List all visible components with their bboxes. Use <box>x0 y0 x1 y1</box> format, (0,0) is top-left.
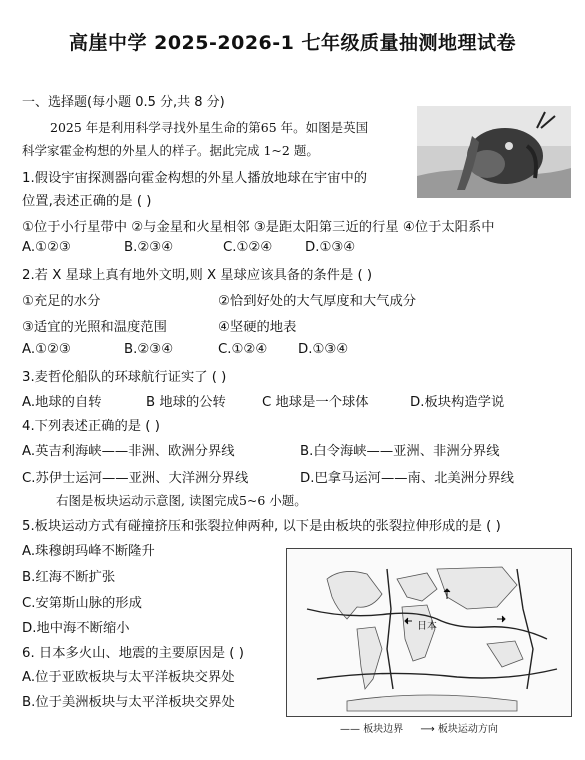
plate-map <box>286 548 572 717</box>
alien-photo <box>417 106 571 198</box>
q5-option-a: A.珠穆朗玛峰不断隆升 <box>22 544 155 559</box>
q2-statement-2: ②恰到好处的大气厚度和大气成分 <box>218 294 417 309</box>
q3-option-a: A.地球的自转 <box>22 395 102 410</box>
q1-statements: ①位于小行星带中 ②与金星和火星相邻 ③是距太阳第三近的行星 ④位于太阳系中 <box>22 220 495 235</box>
q3-stem: 3.麦哲伦船队的环球航行证实了 ( ) <box>22 370 227 385</box>
map-legend <box>340 720 498 735</box>
q1-option-c: C.①②④ <box>223 240 273 255</box>
q6-stem: 6. 日本多火山、地震的主要原因是 ( ) <box>22 646 244 661</box>
legend-boundary-icon: —— <box>340 724 364 735</box>
q2-statement-3: ③适宜的光照和温度范围 <box>22 320 167 335</box>
legend-direction-label: 板块运动方向 <box>437 724 498 735</box>
q1-stem-line1: 1.假设宇宙探测器向霍金构想的外星人播放地球在宇宙中的 <box>22 171 368 186</box>
q2-option-c: C.①②④ <box>218 342 268 357</box>
q4-option-d: D.巴拿马运河——南、北美洲分界线 <box>300 471 514 486</box>
q4-option-a: A.英吉利海峡——非洲、欧洲分界线 <box>22 444 235 459</box>
legend-boundary-label: 板块边界 <box>363 724 404 735</box>
intro-line-2: 科学家霍金构想的外星人的样子。据此完成 1~2 题。 <box>22 143 319 158</box>
q2-option-b: B.②③④ <box>124 342 174 357</box>
q1-stem-line2: 位置,表述正确的是 ( ) <box>22 194 152 209</box>
q1-option-a: A.①②③ <box>22 240 71 255</box>
q5-option-b: B.红海不断扩张 <box>22 570 116 585</box>
label-japan: 日本 <box>417 621 437 632</box>
q5-option-c: C.安第斯山脉的形成 <box>22 596 142 611</box>
q4-stem: 4.下列表述正确的是 ( ) <box>22 419 160 434</box>
map-caption: 右图是板块运动示意图, 读图完成5~6 小题。 <box>56 493 307 508</box>
page-title: 高崖中学 2025-2026-1 七年级质量抽测地理试卷 <box>69 32 516 54</box>
q4-option-c: C.苏伊士运河——亚洲、大洋洲分界线 <box>22 471 249 486</box>
q1-option-b: B.②③④ <box>124 240 174 255</box>
q4-option-b: B.白令海峡——亚洲、非洲分界线 <box>300 444 500 459</box>
q6-option-a: A.位于亚欧板块与太平洋板块交界处 <box>22 670 235 685</box>
q2-statement-1: ①充足的水分 <box>22 294 101 309</box>
q3-option-d: D.板块构造学说 <box>410 395 505 410</box>
q3-option-c: C 地球是一个球体 <box>262 395 369 410</box>
q2-statement-4: ④坚硬的地表 <box>218 320 297 335</box>
q5-stem: 5.板块运动方式有碰撞挤压和张裂拉伸两种, 以下是由板块的张裂拉伸形成的是 ( ) <box>22 519 501 534</box>
legend-arrow-icon: ⟶ <box>420 724 438 735</box>
q5-option-d: D.地中海不断缩小 <box>22 621 130 636</box>
q3-option-b: B 地球的公转 <box>146 395 226 410</box>
intro-line-1: 2025 年是利用科学寻找外星生命的第65 年。如图是英国 <box>50 120 369 135</box>
q1-option-d: D.①③④ <box>305 240 356 255</box>
q2-option-a: A.①②③ <box>22 342 71 357</box>
q6-option-b: B.位于美洲板块与太平洋板块交界处 <box>22 695 235 710</box>
section-heading: 一、选择题(每小题 0.5 分,共 8 分) <box>22 95 225 110</box>
q2-stem: 2.若 X 星球上真有地外文明,则 X 星球应该具备的条件是 ( ) <box>22 268 373 283</box>
q2-option-d: D.①③④ <box>298 342 349 357</box>
